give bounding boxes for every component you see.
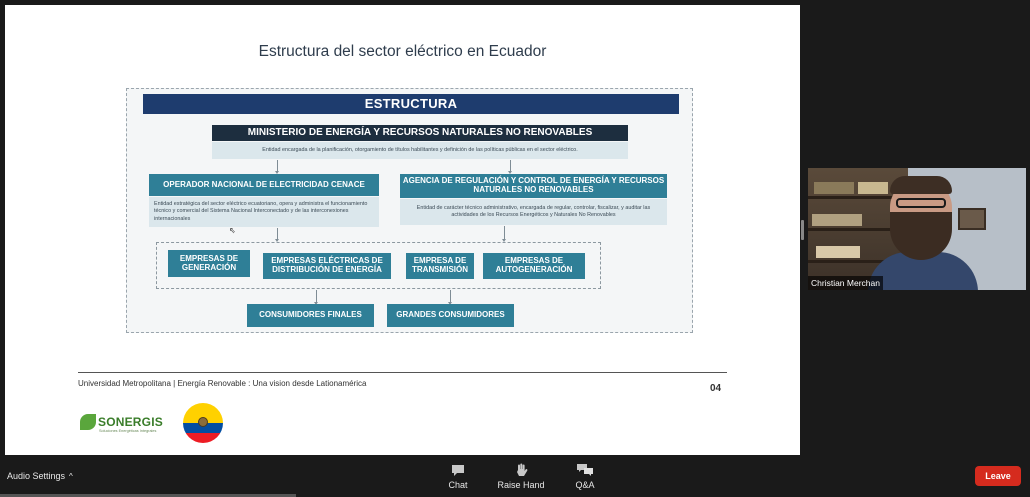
- ecuador-flag-icon: [183, 403, 223, 443]
- ministry-description: Entidad encargada de la planificación, otorgamiento de títulos habilitantes y definición de las políticas públicas en el sector eléctrico.: [212, 142, 628, 159]
- footer-divider: [78, 372, 727, 373]
- ministry-box: MINISTERIO DE ENERGÍA Y RECURSOS NATURALES NO RENOVABLES: [212, 125, 628, 141]
- arrow-to-large-consumers: [450, 290, 451, 302]
- company-transmission-box: EMPRESA DE TRANSMISIÓN: [406, 253, 474, 279]
- arrow-cenace-companies: [277, 228, 278, 239]
- company-distribution-box: EMPRESAS ELÉCTRICAS DE DISTRIBUCIÓN DE ENERGÍA: [263, 253, 391, 279]
- slide-title: Estructura del sector eléctrico en Ecuador: [258, 43, 547, 60]
- chevron-up-icon: ^: [69, 472, 73, 481]
- sonergis-logo-text: SONERGIS: [98, 415, 163, 429]
- company-generation-box: EMPRESAS DE GENERACIÓN: [168, 250, 250, 277]
- large-consumers-box: GRANDES CONSUMIDORES: [387, 304, 514, 327]
- presentation-slide: [5, 5, 800, 455]
- chat-button[interactable]: [428, 462, 488, 490]
- qa-icon: [576, 462, 594, 478]
- participant-video[interactable]: [808, 168, 1026, 290]
- agency-box: AGENCIA DE REGULACIÓN Y CONTROL DE ENERGÍA Y RECURSOS NATURALES NO RENOVABLES: [400, 174, 667, 198]
- leave-button[interactable]: Leave: [975, 466, 1021, 486]
- participant-name: Christian Merchan: [808, 276, 883, 290]
- cenace-description: Entidad estratégica del sector eléctrico ecuatoriano, opera y administra el funcionamiento técnico y comercial del Sistema Nacional Interconectado y de las interconexiones internacionales: [149, 197, 379, 227]
- company-autogeneration-box: EMPRESAS DE AUTOGENERACIÓN: [483, 253, 585, 279]
- leaf-icon: [80, 414, 96, 430]
- diagram-banner: ESTRUCTURA: [143, 94, 679, 114]
- audio-settings-button[interactable]: [7, 471, 73, 481]
- footer-text: Universidad Metropolitana | Energía Renovable : Una vision desde Lationamérica: [78, 379, 367, 388]
- chat-label: Chat: [448, 480, 468, 490]
- sonergis-logo: [80, 414, 163, 433]
- meeting-toolbar: [0, 460, 1030, 497]
- sonergis-tagline: Soluciones Energéticas Integrales: [99, 429, 157, 433]
- arrow-ministry-cenace: [277, 160, 278, 171]
- arrow-agency-companies: [504, 226, 505, 239]
- arrow-to-final-consumers: [316, 290, 317, 302]
- cenace-box: OPERADOR NACIONAL DE ELECTRICIDAD CENACE: [149, 174, 379, 196]
- raise-hand-button[interactable]: [491, 462, 551, 490]
- participant-figure: [868, 176, 978, 290]
- qa-label: Q&A: [575, 480, 595, 490]
- qa-button[interactable]: [555, 462, 615, 490]
- chat-icon: [450, 462, 466, 478]
- panel-resize-handle[interactable]: [801, 220, 804, 240]
- audio-settings-label: Audio Settings: [7, 471, 66, 481]
- page-number: 04: [710, 383, 722, 394]
- arrow-ministry-agency: [510, 160, 511, 171]
- final-consumers-box: CONSUMIDORES FINALES: [247, 304, 374, 327]
- mouse-cursor-icon: ⇖: [229, 226, 236, 235]
- agency-description: Entidad de carácter técnico administrativo, encargada de regular, controlar, fiscalizar, y auditar las actividades de los Recursos Energéticos y Naturales No Renovables: [400, 199, 667, 225]
- raise-hand-icon: [513, 462, 529, 478]
- raise-hand-label: Raise Hand: [497, 480, 545, 490]
